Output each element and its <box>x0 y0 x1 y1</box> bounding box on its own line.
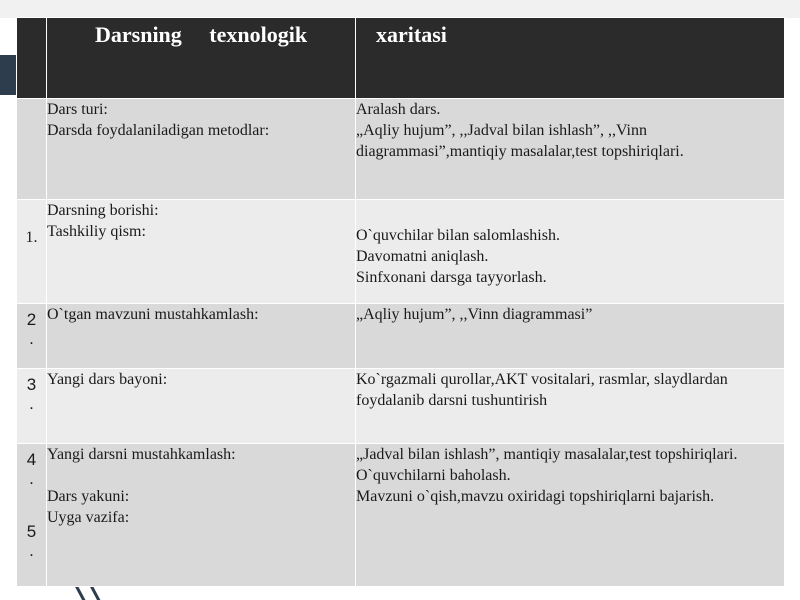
row-label-cell <box>47 369 356 444</box>
row-number-text: 4 <box>26 450 37 469</box>
row-value: O`quvchilarni baholash. <box>356 467 511 484</box>
row-label: Yangi darsni mustahkamlash: <box>47 446 236 463</box>
row-label: Dars turi: <box>47 101 108 118</box>
table-row <box>17 304 785 369</box>
row-value: Davomatni aniqlash. <box>356 248 489 265</box>
row-value: „Aqliy hujum”, ,,Vinn diagrammasi” <box>356 306 593 323</box>
row-value: Mavzuni o`qish,mavzu oxiridagi topshiriqlarni bajarish. <box>356 488 715 505</box>
row-number-text: 3 <box>26 375 37 394</box>
header-title-left: Darsning texnologik <box>47 18 356 99</box>
row-label: Dars yakuni: <box>47 488 130 505</box>
table-row <box>17 200 785 304</box>
left-accent-bar <box>0 55 16 95</box>
row-label: Uyga vazifa: <box>47 509 130 526</box>
header-number-cell <box>17 18 47 99</box>
row-label-cell <box>47 99 356 200</box>
row-value: „Aqliy hujum”, ,,Jadval bilan ishlash”, ,,Vinn diagrammasi”,mantiqiy masalalar,test topshiriqlari. <box>356 122 684 160</box>
row-number-text: 5 <box>26 522 37 541</box>
row-label-cell <box>47 304 356 369</box>
row-label: Darsda foydalaniladigan metodlar: <box>47 122 270 139</box>
row-number-dot: . <box>29 541 34 560</box>
row-number-dot: . <box>29 329 34 348</box>
row-number-text: 1. <box>25 229 38 246</box>
row-label: Tashkiliy qism: <box>47 223 146 240</box>
row-value-cell <box>356 304 785 369</box>
row-number <box>17 369 47 444</box>
row-value-cell <box>356 99 785 200</box>
row-value: Aralash dars. <box>356 101 441 118</box>
row-value-cell <box>356 369 785 444</box>
table-row <box>17 444 785 587</box>
row-value: Sinfxonani darsga tayyorlash. <box>356 269 547 286</box>
row-number-dot: . <box>29 394 34 413</box>
row-value-cell <box>356 444 785 587</box>
row-value: Ko`rgazmali qurollar,AKT vositalari, rasmlar, slaydlardan foydalanib darsni tushuntirish <box>356 371 728 409</box>
row-number <box>17 99 47 200</box>
row-value: O`quvchilar bilan salomlashish. <box>356 227 560 244</box>
row-number-text: 2 <box>26 310 37 329</box>
row-label-cell <box>47 444 356 587</box>
row-number <box>17 444 47 587</box>
row-label: Darsning borishi: <box>47 202 159 219</box>
header-title-right: xaritasi <box>356 18 785 99</box>
row-label: O`tgan mavzuni mustahkamlash: <box>47 306 259 323</box>
top-accent-band <box>0 0 800 18</box>
table-row <box>17 99 785 200</box>
row-number-dot: . <box>29 469 34 488</box>
row-number <box>17 200 47 304</box>
table-row <box>17 369 785 444</box>
row-value: „Jadval bilan ishlash”, mantiqiy masalalar,test topshiriqlari. <box>356 446 738 463</box>
row-label: Yangi dars bayoni: <box>47 371 168 388</box>
table-header-row <box>17 18 785 99</box>
row-label-cell <box>47 200 356 304</box>
row-value-cell <box>356 200 785 304</box>
row-number <box>17 304 47 369</box>
lesson-map-table <box>16 17 785 587</box>
